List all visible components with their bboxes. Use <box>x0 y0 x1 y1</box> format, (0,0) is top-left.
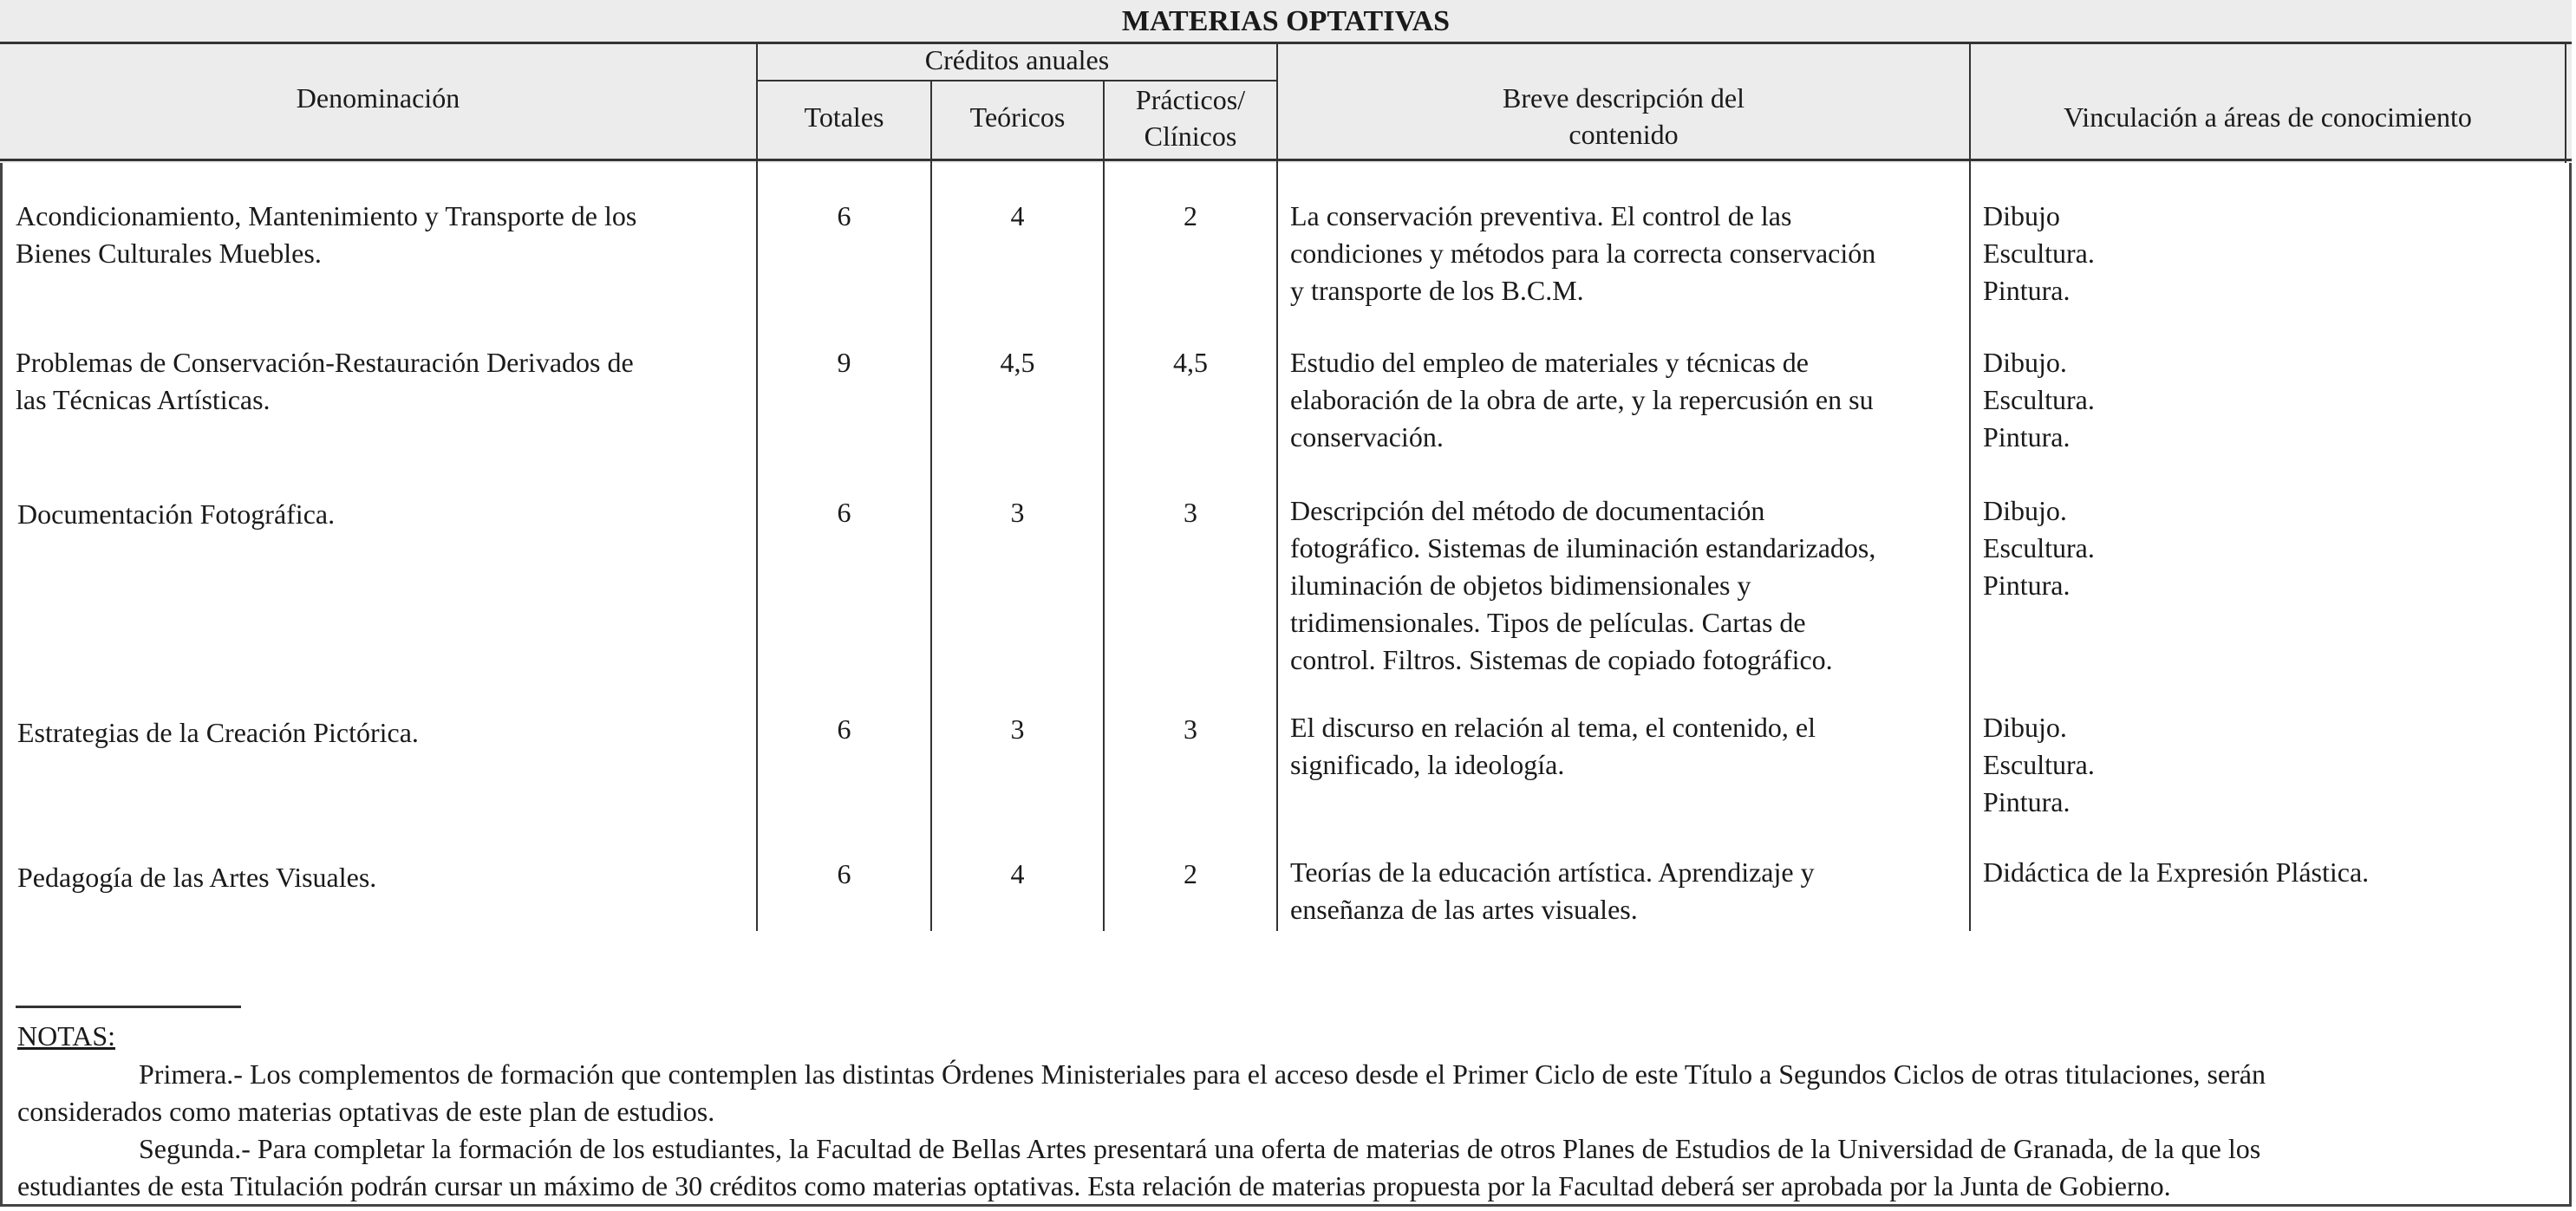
description-cell <box>1290 709 1966 784</box>
teoricos-cell: 4,5 <box>1000 347 1035 378</box>
desc-line: conservación. <box>1290 421 1444 452</box>
desc-line: fotográfico. Sistemas de iluminación estandarizados, <box>1290 532 1876 563</box>
teoricos-cell: 4 <box>1010 200 1025 231</box>
header-teoricos: Teóricos <box>969 101 1066 133</box>
col-divider-5 <box>1969 42 1971 931</box>
area-line: Pintura. <box>1983 421 2071 452</box>
teoricos-cell: 3 <box>1010 497 1025 528</box>
table-row-name <box>17 496 754 533</box>
desc-line: y transporte de los B.C.M. <box>1290 275 1584 306</box>
header-creditos: Créditos anuales <box>924 44 1110 75</box>
areas-cell <box>1983 492 2555 604</box>
areas-cell <box>1983 854 2555 891</box>
table-row-name <box>17 714 754 752</box>
header-denominacion: Denominación <box>296 82 460 114</box>
practicos-cell: 3 <box>1184 713 1197 745</box>
table-row-name <box>17 859 754 896</box>
notes-heading: NOTAS: <box>17 1020 115 1051</box>
area-line: Didáctica de la Expresión Plástica. <box>1983 856 2370 888</box>
area-line: Pintura. <box>1983 275 2071 306</box>
area-line: Pintura. <box>1983 786 2071 817</box>
header-descripcion: Breve descripción del <box>1503 82 1745 114</box>
header-totales: Totales <box>804 101 884 133</box>
row-name-line: Estrategias de la Creación Pictórica. <box>17 717 419 748</box>
desc-line: enseñanza de las artes visuales. <box>1290 894 1638 925</box>
desc-line: control. Filtros. Sistemas de copiado fotográfico. <box>1290 644 1833 675</box>
description-cell <box>1290 854 1966 928</box>
description-cell <box>1290 198 1966 309</box>
notes-rule <box>16 1006 241 1008</box>
desc-line: La conservación preventiva. El control de las <box>1290 200 1792 231</box>
desc-line: iluminación de objetos bidimensionales y <box>1290 570 1751 601</box>
note-primera-line1: Primera.- Los complementos de formación que contemplen las distintas Órdenes Ministeriales para el acceso desde el Primer Ciclo de este Título a Segundos Ciclos de otras titulaciones, serán <box>139 1058 2266 1090</box>
row-name-line: Pedagogía de las Artes Visuales. <box>17 862 377 893</box>
desc-line: Descripción del método de documentación <box>1290 495 1765 526</box>
header-practicos: Prácticos/ <box>1135 84 1246 115</box>
title-rule <box>0 42 2572 44</box>
areas-cell <box>1983 344 2555 456</box>
area-line: Escultura. <box>1983 532 2095 563</box>
area-line: Escultura. <box>1983 238 2095 269</box>
desc-line: significado, la ideología. <box>1290 749 1565 780</box>
desc-line: elaboración de la obra de arte, y la repercusión en su <box>1290 384 1874 415</box>
table-title: MATERIAS OPTATIVAS <box>1121 5 1451 37</box>
desc-line: Teorías de la educación artística. Aprendizaje y <box>1290 856 1815 888</box>
area-line: Escultura. <box>1983 749 2095 780</box>
practicos-cell: 2 <box>1184 858 1197 889</box>
col-divider-1 <box>756 42 758 931</box>
col-divider-4 <box>1276 42 1278 931</box>
teoricos-cell: 4 <box>1010 858 1025 889</box>
header-clinicos: Clínicos <box>1144 120 1237 152</box>
area-line: Dibujo. <box>1983 495 2067 526</box>
desc-line: condiciones y métodos para la correcta conservación <box>1290 238 1876 269</box>
row-name-line: las Técnicas Artísticas. <box>16 384 271 415</box>
col-divider-6 <box>2565 42 2566 163</box>
row-name-line: Problemas de Conservación-Restauración Derivados de <box>16 347 634 378</box>
area-line: Dibujo. <box>1983 712 2067 743</box>
row-name-line: Bienes Culturales Muebles. <box>16 238 322 269</box>
desc-line: Estudio del empleo de materiales y técnicas de <box>1290 347 1809 378</box>
totales-cell: 6 <box>837 497 851 528</box>
description-cell <box>1290 492 1966 679</box>
note-segunda-line1: Segunda.- Para completar la formación de los estudiantes, la Facultad de Bellas Artes presentará una oferta de materias de otros Planes de Estudios de la Universidad de Granada, de la que los <box>139 1133 2261 1164</box>
teoricos-cell: 3 <box>1010 713 1025 745</box>
practicos-cell: 2 <box>1184 200 1197 231</box>
area-line: Pintura. <box>1983 570 2071 601</box>
desc-line: tridimensionales. Tipos de películas. Cartas de <box>1290 607 1806 638</box>
table-row-name <box>16 198 753 272</box>
header-bottom-rule <box>0 159 2572 161</box>
description-cell <box>1290 344 1966 456</box>
practicos-cell: 3 <box>1184 497 1197 528</box>
row-name-line: Documentación Fotográfica. <box>17 498 336 530</box>
desc-line: El discurso en relación al tema, el contenido, el <box>1290 712 1816 743</box>
note-primera-line2: considerados como materias optativas de este plan de estudios. <box>17 1096 715 1127</box>
header-contenido: contenido <box>1568 119 1679 150</box>
area-line: Escultura. <box>1983 384 2095 415</box>
area-line: Dibujo. <box>1983 347 2067 378</box>
practicos-cell: 4,5 <box>1173 347 1208 378</box>
totales-cell: 9 <box>837 347 851 378</box>
header-vinculacion: Vinculación a áreas de conocimiento <box>2064 101 2472 133</box>
note-segunda-line2: estudiantes de esta Titulación podrán cursar un máximo de 30 créditos como materias optativas. Esta relación de materias propuesta por la Facultad deberá ser aprobada por la Junta de Gobierno. <box>17 1170 2171 1201</box>
area-line: Dibujo <box>1983 200 2060 231</box>
row-name-line: Acondicionamiento, Mantenimiento y Transporte de los <box>16 200 637 231</box>
totales-cell: 6 <box>837 713 851 745</box>
table-row-name <box>16 344 753 419</box>
areas-cell <box>1983 709 2555 821</box>
areas-cell <box>1983 198 2555 309</box>
totales-cell: 6 <box>837 858 851 889</box>
totales-cell: 6 <box>837 200 851 231</box>
